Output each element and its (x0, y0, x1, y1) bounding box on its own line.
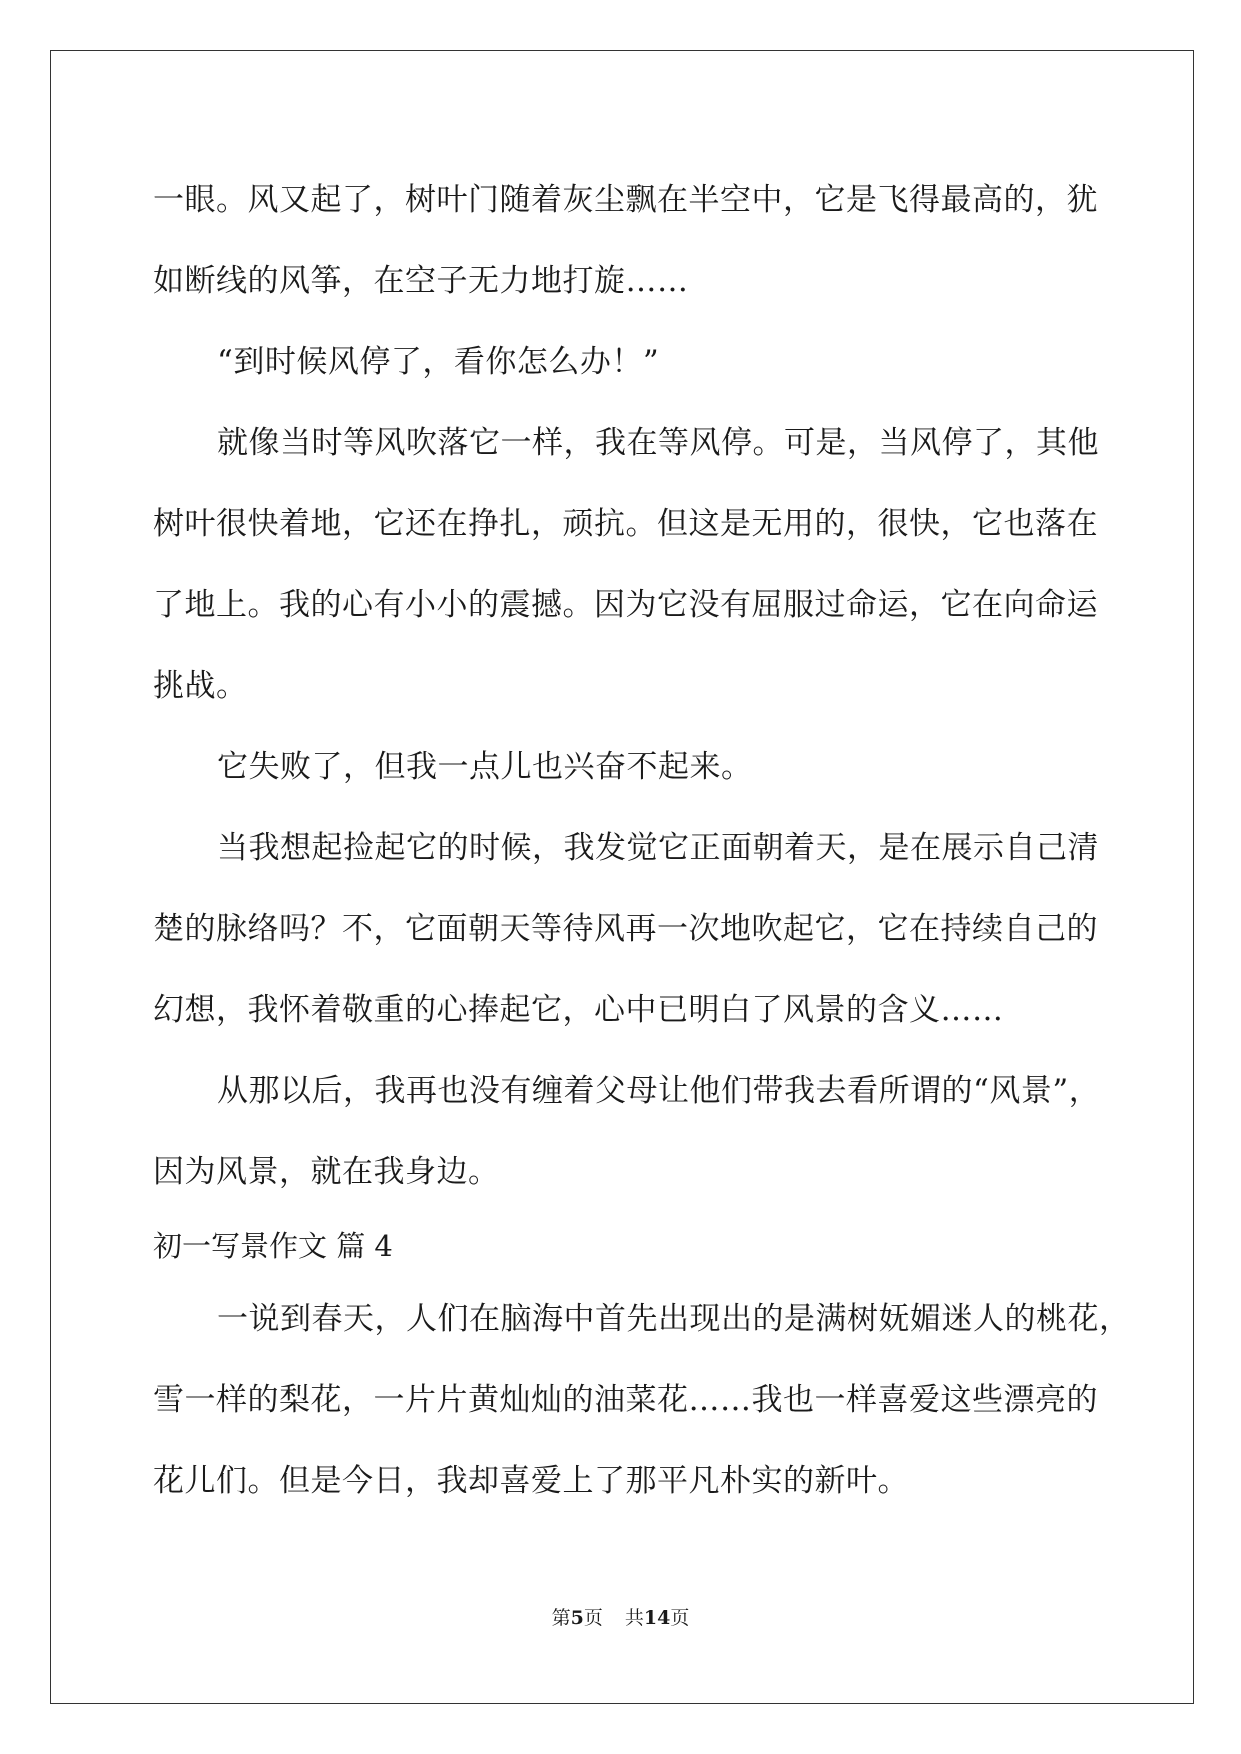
text-line: 幻想，我怀着敬重的心捧起它，心中已明白了风景的含义…… (153, 992, 1004, 1028)
page-footer (0, 1606, 1241, 1630)
page-number: 5 (570, 1607, 584, 1629)
paragraphs-part2 (153, 1279, 1131, 1522)
text-line: 一说到春天，人们在脑海中首先出现出的是满树妩媚迷人的桃花， (217, 1301, 1131, 1337)
total-pages: 14 (643, 1607, 671, 1629)
document-body (153, 160, 1131, 1522)
text-line: “到时候风停了，看你怎么办！” (217, 344, 660, 380)
text-line: 从那以后，我再也没有缠着父母让他们带我去看所谓的“风景”， (217, 1073, 1101, 1109)
paragraphs-part1 (153, 160, 1101, 1213)
text-line: 如断线的风筝，在空子无力地打旋…… (153, 263, 689, 299)
text-line: 雪一样的梨花，一片片黄灿灿的油菜花……我也一样喜爱这些漂亮的 (153, 1382, 1098, 1418)
text-line: 花儿们。但是今日，我却喜爱上了那平凡朴实的新叶。 (153, 1463, 909, 1499)
text-line: 就像当时等风吹落它一样，我在等风停。可是，当风停了，其他 (217, 425, 1099, 461)
text-line: 楚的脉络吗？不，它面朝天等待风再一次地吹起它，它在持续自己的 (153, 911, 1098, 947)
footer-total-suffix: 页 (670, 1607, 690, 1629)
text-line: 因为风景，就在我身边。 (153, 1154, 500, 1190)
section-heading: 初一写景作文 篇 4 (153, 1229, 393, 1263)
text-line: 树叶很快着地，它还在挣扎，顽抗。但这是无用的，很快，它也落在 (153, 506, 1098, 542)
text-line: 它失败了，但我一点儿也兴奋不起来。 (217, 749, 753, 785)
footer-prefix: 第 (551, 1607, 571, 1629)
text-line: 一眼。风又起了，树叶门随着灰尘飘在半空中，它是飞得最高的，犹 (153, 182, 1098, 218)
text-line: 当我想起捡起它的时候，我发觉它正面朝着天，是在展示自己清 (217, 830, 1099, 866)
text-line: 了地上。我的心有小小的震撼。因为它没有屈服过命运，它在向命运 (153, 587, 1098, 623)
footer-page-suffix: 页 (583, 1607, 603, 1629)
footer-total-prefix: 共 (624, 1607, 644, 1629)
text-line: 挑战。 (153, 668, 248, 704)
